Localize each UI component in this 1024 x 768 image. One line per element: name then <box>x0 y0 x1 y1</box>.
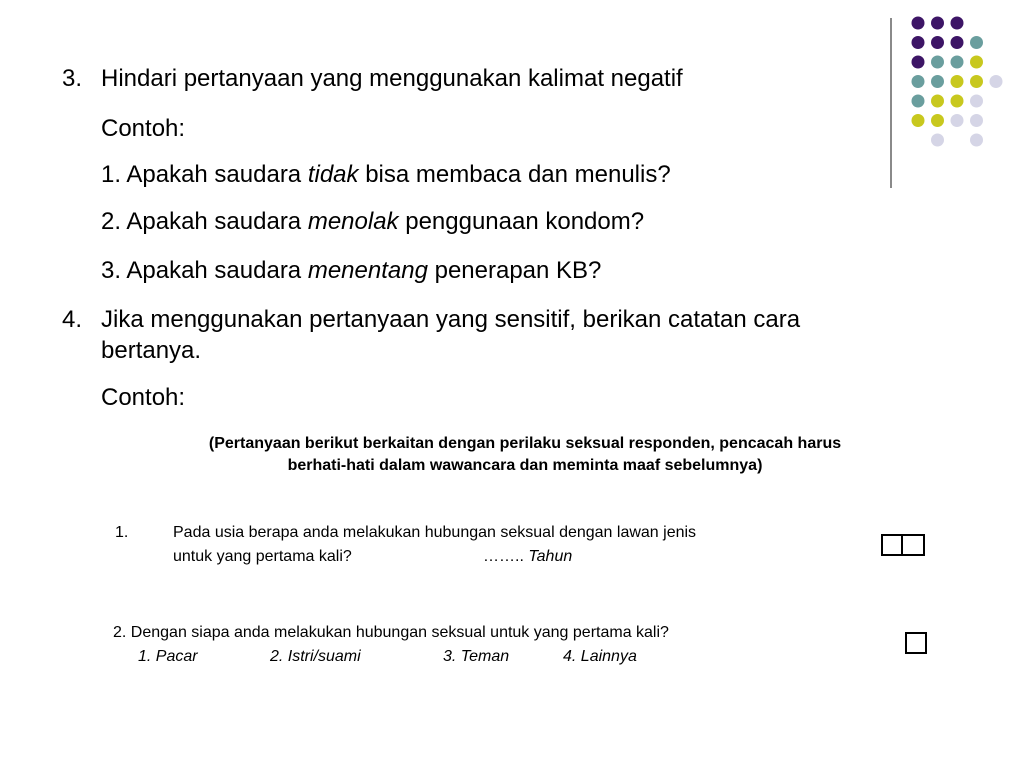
decorative-dot <box>912 56 925 69</box>
example-2-emphasis: menolak <box>307 208 399 235</box>
item-3-example-label: Contoh: <box>101 115 186 142</box>
option-teman: 3. Teman <box>443 648 510 665</box>
sensitive-question-note <box>105 433 945 477</box>
question-2-text: 2. Dengan siapa anda melakukan hubungan seksual untuk yang pertama kali? <box>113 624 669 641</box>
decorative-dot <box>931 36 944 49</box>
decorative-dot <box>951 36 964 49</box>
item-4-text-line1: Jika menggunakan pertanyaan yang sensitif, berikan catatan cara <box>101 306 801 333</box>
decorative-dot <box>912 36 925 49</box>
example-1-pre: 1. Apakah saudara <box>101 161 308 188</box>
decorative-dot <box>970 75 983 88</box>
age-answer-box-1[interactable] <box>881 534 903 556</box>
decorative-dot <box>912 17 925 30</box>
decorative-dot <box>970 56 983 69</box>
partner-answer-box[interactable] <box>905 632 927 654</box>
answer-unit: Tahun <box>528 548 573 565</box>
example-1 <box>101 160 671 190</box>
item-3-number: 3. <box>62 65 83 92</box>
decorative-dot-grid <box>900 10 1020 170</box>
decorative-dot <box>931 95 944 108</box>
decorative-vertical-line <box>890 18 892 188</box>
example-3 <box>101 256 601 286</box>
option-lainnya: 4. Lainnya <box>563 648 637 665</box>
decorative-dot <box>951 95 964 108</box>
decorative-dot <box>931 114 944 127</box>
decorative-dot <box>951 75 964 88</box>
option-pacar: 1. Pacar <box>138 648 198 665</box>
item-4-example-label: Contoh: <box>101 384 186 411</box>
item-3-text: Hindari pertanyaan yang menggunakan kalimat negatif <box>101 65 683 92</box>
question-1-line1: Pada usia berapa anda melakukan hubungan seksual dengan lawan jenis <box>173 524 697 541</box>
item-4-number: 4. <box>62 306 83 333</box>
age-answer-box-2[interactable] <box>901 534 925 556</box>
question-1-number: 1. <box>115 524 129 541</box>
decorative-dot <box>931 134 944 147</box>
example-3-emphasis: menentang <box>307 257 428 284</box>
decorative-dot <box>931 17 944 30</box>
example-2 <box>101 207 644 237</box>
decorative-dot <box>970 95 983 108</box>
answer-blank: …….. <box>483 548 524 565</box>
decorative-dot <box>951 17 964 30</box>
decorative-dot <box>912 75 925 88</box>
example-3-pre: 3. Apakah saudara <box>101 257 308 284</box>
option-istri-suami: 2. Istri/suami <box>270 648 361 665</box>
decorative-dot <box>951 114 964 127</box>
example-2-pre: 2. Apakah saudara <box>101 208 308 235</box>
question-1-answer <box>483 546 572 568</box>
example-1-post: bisa membaca dan menulis? <box>358 161 671 188</box>
example-2-post: penggunaan kondom? <box>398 208 645 235</box>
example-3-post: penerapan KB? <box>427 257 602 284</box>
decorative-dot <box>970 114 983 127</box>
decorative-dot <box>931 56 944 69</box>
note-line-2: berhati-hati dalam wawancara dan meminta maaf sebelumnya) <box>287 457 763 474</box>
decorative-dot <box>951 56 964 69</box>
decorative-dot <box>990 75 1003 88</box>
decorative-dot <box>970 134 983 147</box>
decorative-dot <box>931 75 944 88</box>
decorative-dot <box>912 114 925 127</box>
example-1-emphasis: tidak <box>307 161 359 188</box>
note-line-1: (Pertanyaan berikut berkaitan dengan perilaku seksual responden, pencacah harus <box>208 435 842 452</box>
question-1-line2: untuk yang pertama kali? <box>173 548 352 565</box>
decorative-dot <box>970 36 983 49</box>
item-4-text-line2: bertanya. <box>101 337 202 364</box>
decorative-dot <box>912 95 925 108</box>
